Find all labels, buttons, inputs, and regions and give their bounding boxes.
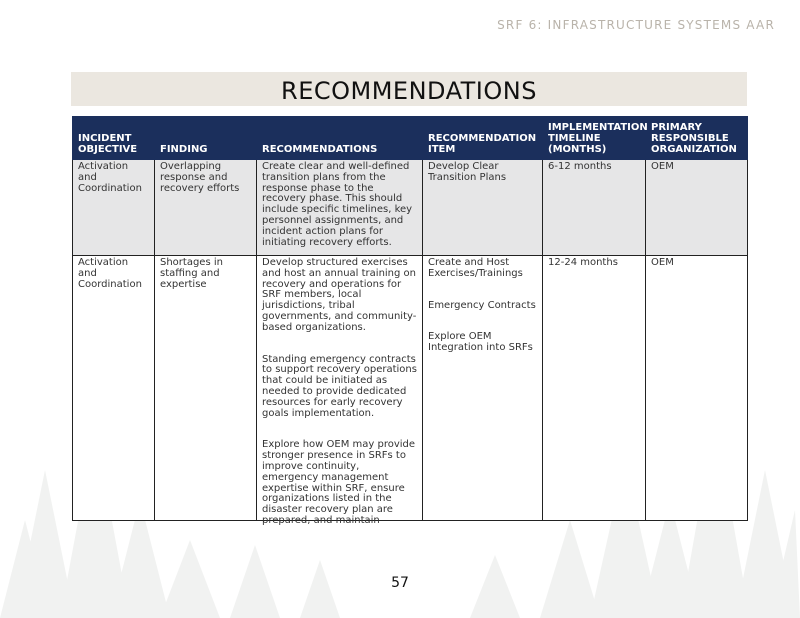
table-header-row [73, 117, 748, 160]
cell-finding: Overlapping response and recovery efforts [155, 160, 257, 256]
recommendation-item: Emergency Contracts [428, 299, 536, 311]
recommendation-item: Explore OEM Integration into SRFs [428, 331, 533, 354]
recommendation-text: Create clear and well-defined transition plans from the response phase to the recovery phase. This should include specific timelines, key personnel assignments, and incident action plans for initiating recovery efforts. [262, 161, 413, 248]
recommendation-item: Create and Host Exercises/Trainings [428, 257, 523, 279]
cell-objective: Activation and Coordination [73, 160, 155, 256]
column-header-primary-responsible-organization: PRIMARY RESPONSIBLE ORGANIZATION [646, 117, 748, 160]
cell-objective: Activation and Coordination [73, 256, 155, 521]
cell-finding: Shortages in staffing and expertise [155, 256, 257, 521]
cell-organization: OEM [646, 160, 748, 256]
cell-organization: OEM [646, 256, 748, 521]
cell-recommendations [257, 160, 423, 256]
recommendations-table [72, 116, 748, 526]
cell-recommendations [257, 256, 423, 526]
recommendation-item: Develop Clear Transition Plans [428, 161, 507, 183]
column-header-recommendations: RECOMMENDATIONS [257, 117, 423, 160]
cell-recommendation-item [423, 256, 543, 521]
column-header-recommendation-item: RECOMMENDATION ITEM [423, 117, 543, 160]
column-header-incident-objective: INCIDENT OBJECTIVE [73, 117, 155, 160]
recommendation-text: Explore how OEM may provide stronger presence in SRFs to improve continuity, emergency management expertise within SRF, ensure organizations listed in the disaster recovery plan are prepared, and maintain [262, 439, 416, 526]
column-header-finding: FINDING [155, 117, 257, 160]
title-band [71, 72, 747, 106]
cell-timeline: 12-24 months [543, 256, 646, 521]
cell-recommendation-item [423, 160, 543, 256]
recommendation-text: Standing emergency contracts to support recovery operations that could be initiated as needed to provide dedicated resources for early recovery goals implementation. [262, 353, 417, 419]
table-row [73, 160, 748, 256]
column-header-implementation-timeline: IMPLEMENTATION TIMELINE (MONTHS) [543, 117, 646, 160]
recommendation-text: Develop structured exercises and host an annual training on recovery and operations for SRF members, local jurisdictions, tribal governments, and community-based organizations. [262, 257, 417, 333]
page-number: 57 [391, 575, 409, 591]
table-row [73, 256, 748, 521]
running-header: SRF 6: INFRASTRUCTURE SYSTEMS AAR [497, 18, 775, 32]
page-title: RECOMMENDATIONS [281, 77, 537, 105]
cell-timeline: 6-12 months [543, 160, 646, 256]
